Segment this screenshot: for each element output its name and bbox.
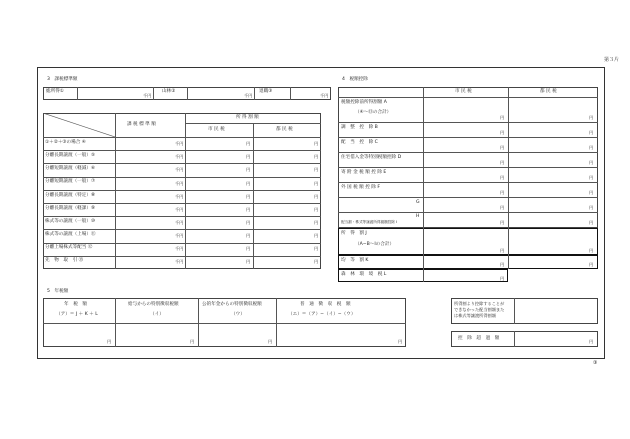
retirement-income-unit: 千円 bbox=[320, 93, 329, 98]
col-unit: 円 bbox=[107, 339, 112, 344]
row-unit: 円 bbox=[500, 130, 505, 135]
col-formula: （ウ） bbox=[231, 312, 245, 317]
row-unit: 円 bbox=[589, 160, 594, 165]
row-unit: 千円 bbox=[175, 233, 184, 238]
row-label: H bbox=[416, 214, 420, 219]
row-label: 住宅借入金等特別税額控除 D bbox=[341, 155, 402, 160]
row-label: 分離上場株式等配当 ⑫ bbox=[45, 245, 93, 250]
col-header: 公的年金からの特別徴収税額 bbox=[202, 302, 262, 307]
row-unit: 円 bbox=[500, 190, 505, 195]
sec4-thick-K bbox=[338, 255, 598, 269]
col-header-fumin: 都 民 税 bbox=[276, 127, 293, 132]
row-label: 分離長期譲渡（特定）⑧ bbox=[45, 193, 96, 198]
row-unit: 円 bbox=[500, 160, 505, 165]
row-unit: 千円 bbox=[175, 259, 184, 264]
row-unit: 円 bbox=[314, 154, 319, 159]
row-unit: 千円 bbox=[175, 220, 184, 225]
row-sublabel: （④〜⑬の合計） bbox=[355, 110, 392, 115]
row-unit: 円 bbox=[500, 175, 505, 180]
row-label: 配当割・株式等譲渡所得割額控除 I bbox=[341, 220, 398, 224]
row-unit: 円 bbox=[246, 246, 251, 251]
row-unit: 千円 bbox=[175, 246, 184, 251]
row-unit: 千円 bbox=[175, 207, 184, 212]
col-header: 年 税 額 bbox=[64, 302, 87, 307]
row-unit: 円 bbox=[500, 145, 505, 150]
row-unit: 円 bbox=[589, 145, 594, 150]
row-unit: 円 bbox=[246, 207, 251, 212]
row-label: 分離短期譲渡（軽減）⑥ bbox=[45, 166, 96, 171]
row-unit: 円 bbox=[500, 220, 505, 225]
row-unit: 円 bbox=[589, 262, 594, 267]
row-unit: 円 bbox=[589, 190, 594, 195]
row-unit: 円 bbox=[314, 181, 319, 186]
col-header-shimin: 市 民 税 bbox=[208, 127, 225, 132]
row-unit: 円 bbox=[500, 276, 505, 281]
row-unit: 円 bbox=[314, 259, 319, 264]
row-unit: 円 bbox=[314, 207, 319, 212]
sec3-title: 3 課税標準額 bbox=[47, 77, 78, 82]
row-label: 寄 附 金 税 額 控 除 E bbox=[341, 170, 387, 175]
row-unit: 円 bbox=[314, 141, 319, 146]
row-unit: 円 bbox=[314, 194, 319, 199]
row-label: 配 当 控 除 C bbox=[341, 140, 378, 145]
excess-note-line: 所得割より控除することが bbox=[454, 301, 505, 306]
row-label: 株式等の譲渡（一般）⑩ bbox=[45, 219, 96, 224]
row-unit: 円 bbox=[314, 246, 319, 251]
total-income-label: 総所得① bbox=[46, 89, 64, 94]
excess-note-line: は株式等譲渡所得割額 bbox=[454, 313, 496, 318]
forest-income-unit: 千円 bbox=[244, 93, 253, 98]
row-label: ①＋②＋③の場合 ④ bbox=[45, 140, 86, 145]
row-unit: 円 bbox=[246, 141, 251, 146]
row-unit: 円 bbox=[589, 175, 594, 180]
sec4-title: 4 税額控除 bbox=[342, 77, 368, 82]
row-unit: 円 bbox=[589, 115, 594, 120]
retirement-income-label: 退職③ bbox=[259, 89, 273, 94]
row-unit: 円 bbox=[589, 205, 594, 210]
sec4-col-fumin: 都 民 税 bbox=[540, 89, 557, 94]
col-formula: （イ） bbox=[150, 312, 164, 317]
row-unit: 円 bbox=[500, 262, 505, 267]
row-unit: 千円 bbox=[175, 154, 184, 159]
row-unit: 円 bbox=[246, 154, 251, 159]
excess-amount-label: 控 除 超 過 額 bbox=[458, 336, 500, 341]
row-label: 税額控除前所得割額 A bbox=[341, 100, 387, 105]
forest-income-label: 山林② bbox=[162, 89, 176, 94]
col-header-kazei: 課 税 標 準 額 bbox=[127, 122, 156, 127]
col-formula: （エ）＝（ア）−（イ）−（ウ） bbox=[288, 312, 356, 317]
row-unit: 千円 bbox=[175, 181, 184, 186]
row-label: 所 得 割 J bbox=[341, 231, 367, 236]
row-unit: 円 bbox=[500, 115, 505, 120]
row-label: 調 整 控 除 B bbox=[341, 125, 378, 130]
row-unit: 円 bbox=[314, 167, 319, 172]
col-unit: 円 bbox=[190, 339, 195, 344]
row-unit: 円 bbox=[500, 248, 505, 253]
row-unit: 円 bbox=[314, 233, 319, 238]
row-sublabel: （A−B〜Iの合計） bbox=[355, 242, 395, 247]
row-label: 分離長期譲渡（軽課）⑨ bbox=[45, 206, 96, 211]
row-unit: 円 bbox=[246, 220, 251, 225]
row-label: 森 林 環 境 税 L bbox=[341, 272, 387, 277]
excess-amount-unit: 円 bbox=[589, 339, 594, 344]
row-unit: 円 bbox=[246, 259, 251, 264]
col-header: 給与からの特別徴収税額 bbox=[128, 302, 179, 307]
row-unit: 千円 bbox=[175, 141, 184, 146]
row-unit: 円 bbox=[246, 194, 251, 199]
header-diagonal bbox=[43, 113, 115, 137]
row-unit: 円 bbox=[589, 130, 594, 135]
row-unit: 円 bbox=[246, 167, 251, 172]
row-unit: 円 bbox=[500, 205, 505, 210]
row-label: 分離短期譲渡（一般）⑦ bbox=[45, 179, 96, 184]
col-header: 普 通 徴 収 税 額 bbox=[300, 302, 351, 307]
row-label: 外 国 税 額 控 除 F bbox=[341, 185, 380, 190]
row-unit: 千円 bbox=[175, 194, 184, 199]
row-label: 株式等の譲渡（上場）⑪ bbox=[45, 232, 96, 237]
row-label: 均 等 割 K bbox=[341, 258, 369, 263]
excess-note-line: できなかった配当割額また bbox=[454, 307, 505, 312]
col-header-shotoku: 所 得 割 額 bbox=[236, 115, 259, 120]
col-unit: 円 bbox=[268, 339, 273, 344]
total-income-unit: 千円 bbox=[143, 93, 152, 98]
row-label: 分離長期譲渡（一般）⑤ bbox=[45, 153, 96, 158]
row-label: G bbox=[416, 200, 420, 205]
row-unit: 円 bbox=[246, 181, 251, 186]
sec5-title: 5 年税額 bbox=[47, 289, 69, 294]
row-unit: 千円 bbox=[175, 167, 184, 172]
page-number: ③ bbox=[593, 360, 598, 366]
row-unit: 円 bbox=[246, 233, 251, 238]
row-unit: 円 bbox=[589, 248, 594, 253]
col-formula: （ア）＝ J ＋ K ＋ L bbox=[56, 312, 98, 317]
page-label: 第３片 bbox=[604, 57, 620, 63]
row-unit: 円 bbox=[314, 220, 319, 225]
row-label: 先 物 取 引 ⑬ bbox=[45, 258, 84, 263]
sec4-col-shimin: 市 民 税 bbox=[455, 89, 472, 94]
col-unit: 円 bbox=[398, 339, 403, 344]
row-unit: 円 bbox=[589, 220, 594, 225]
